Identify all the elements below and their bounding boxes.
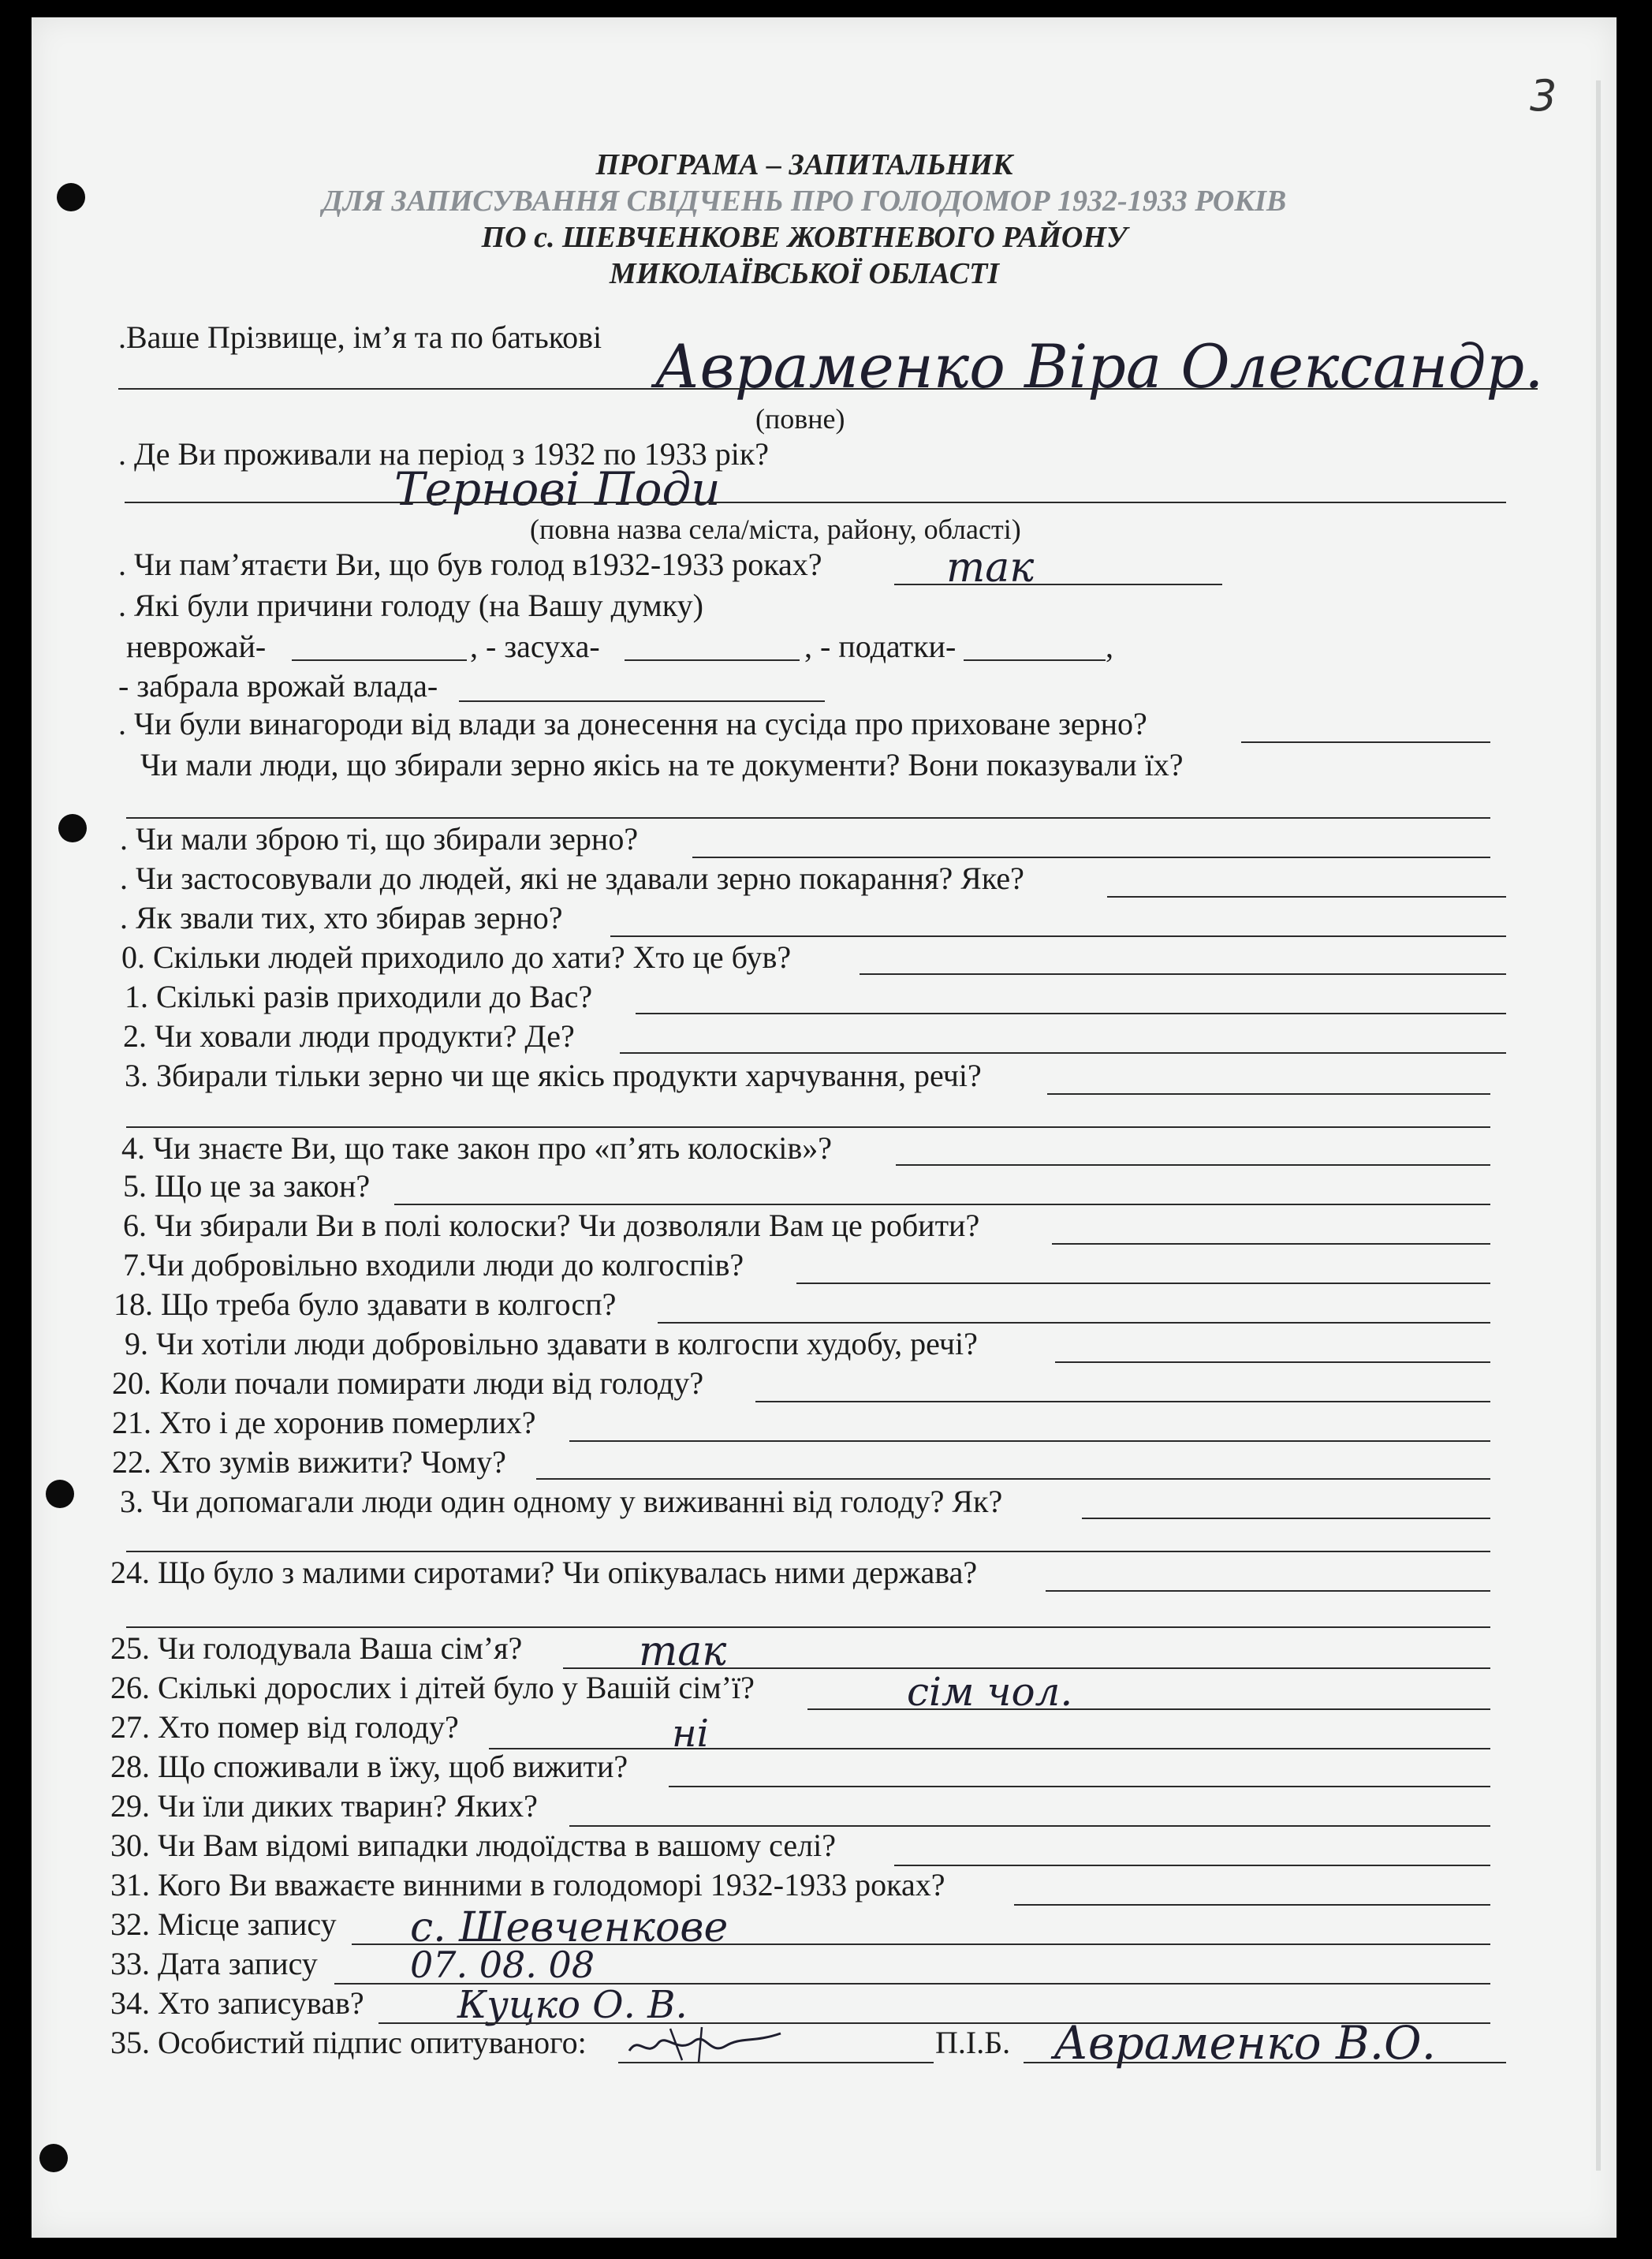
- answer-line-17: [796, 1283, 1490, 1284]
- option-authorities: - забрала врожай влада-: [118, 668, 438, 704]
- question-2: . Де Ви проживали на період з 1932 по 1933 рік?: [118, 436, 770, 472]
- page-edge: [1596, 80, 1601, 2171]
- answer-line-10: [860, 973, 1506, 975]
- answer-line-24b: [126, 1626, 1490, 1628]
- answer-line-18: [658, 1322, 1490, 1324]
- question-4: . Які були причини голоду (на Вашу думку): [118, 588, 703, 623]
- question-18: 18. Що треба було здавати в колгосп?: [114, 1286, 617, 1322]
- option-taxes-end: ,: [1106, 629, 1113, 664]
- hint-2: (повна назва села/міста, району, області): [530, 513, 1021, 545]
- question-34: 34. Хто записував?: [110, 1985, 364, 2021]
- answer-line-8: [1107, 896, 1506, 898]
- question-11: 1. Скількі разів приходили до Вас?: [125, 979, 593, 1014]
- answer-line-16: [1052, 1243, 1490, 1245]
- answer-line-9: [610, 935, 1506, 937]
- answer-line-4b: [625, 659, 800, 661]
- form-subtitle: ДЛЯ ЗАПИСУВАННЯ СВІДЧЕНЬ ПРО ГОЛОДОМОР 1932-1933 РОКІВ: [322, 185, 1287, 218]
- answer-line-11: [636, 1013, 1506, 1014]
- question-12: 2. Чи ховали люди продукти? Де?: [123, 1018, 575, 1054]
- question-14: 4. Чи знаєте Ви, що таке закон про «п’ять колосків»?: [121, 1130, 832, 1166]
- answer-line-22: [536, 1478, 1490, 1480]
- question-22: 22. Хто зумів вижити? Чому?: [112, 1444, 506, 1480]
- question-23: 3. Чи допомагали люди один одному у виживанні від голоду? Як?: [120, 1484, 1003, 1519]
- form-region: МИКОЛАЇВСЬКОЇ ОБЛАСТІ: [609, 257, 1000, 290]
- question-6: Чи мали люди, що збирали зерно якісь на те документи? Вони показували їх?: [140, 747, 1184, 782]
- question-32: 32. Місце запису: [110, 1906, 337, 1942]
- answer-line-23: [1082, 1518, 1490, 1519]
- question-13: 3. Збирали тільки зерно чи ще якісь продукти харчування, речі?: [125, 1058, 982, 1093]
- question-20: 20. Коли почали помирати люди від голоду?: [112, 1365, 704, 1401]
- question-26: 26. Скількі дорослих і дітей було у Вашій сім’ї?: [110, 1670, 755, 1705]
- answer-33: 07. 08. 08: [410, 1943, 595, 1986]
- question-25: 25. Чи голодувала Ваша сім’я?: [110, 1630, 523, 1666]
- question-35: 35. Особистий підпис опитуваного:: [110, 2025, 587, 2060]
- answer-32: с. Шевченкове: [410, 1904, 729, 1951]
- answer-line-13: [1047, 1093, 1490, 1095]
- answer-line-1: [118, 388, 1538, 390]
- answer-line-21: [569, 1440, 1490, 1442]
- answer-line-30: [894, 1865, 1490, 1866]
- question-7: . Чи мали зброю ті, що збирали зерно?: [120, 821, 639, 857]
- question-30: 30. Чи Вам відомі випадки людоїдства в вашому селі?: [110, 1828, 836, 1863]
- answer-line-5: [1241, 741, 1490, 743]
- question-1: .Ваше Прізвище, ім’я та по батькові: [118, 319, 602, 355]
- pib-line: [1024, 2062, 1506, 2063]
- form-title: ПРОГРАМА – ЗАПИТАЛЬНИК: [595, 148, 1013, 181]
- answer-line-19: [1055, 1361, 1490, 1363]
- signature-line: [618, 2062, 934, 2063]
- binder-hole: [39, 2144, 68, 2172]
- question-10: 0. Скільки людей приходило до хати? Хто це був?: [121, 939, 792, 975]
- binder-hole: [58, 814, 87, 842]
- binder-hole: [46, 1480, 74, 1508]
- answer-line-20: [755, 1401, 1490, 1402]
- option-taxes: , - податки-: [804, 629, 957, 664]
- question-9: . Як звали тих, хто збирав зерно?: [120, 900, 563, 935]
- option-crop-failure: неврожай-: [126, 629, 267, 664]
- hint-1: (повне): [755, 403, 845, 435]
- pib-answer: Авраменко В.О.: [1053, 2016, 1437, 2070]
- answer-3: так: [946, 544, 1035, 592]
- answer-line-24: [1046, 1590, 1490, 1592]
- question-28: 28. Що споживали в їжу, щоб вижити?: [110, 1749, 628, 1784]
- answer-line-15: [394, 1204, 1490, 1205]
- answer-line-4c: [964, 659, 1106, 661]
- answer-line-2: [125, 502, 1506, 503]
- question-3: . Чи пам’ятаєти Ви, що був голод в1932-1933 роках?: [118, 547, 822, 582]
- question-31: 31. Кого Ви вважаєте винними в голодоморі 1932-1933 роках?: [110, 1867, 945, 1902]
- answer-line-14: [896, 1164, 1490, 1166]
- question-8: . Чи застосовували до людей, які не здавали зерно покарання? Яке?: [120, 861, 1024, 896]
- answer-line-23b: [126, 1551, 1490, 1552]
- answer-line-4d: [459, 700, 825, 702]
- answer-line-13b: [126, 1126, 1490, 1128]
- question-21: 21. Хто і де хоронив померлих?: [112, 1405, 536, 1440]
- answer-line-6: [126, 817, 1490, 819]
- pib-label: П.І.Б.: [935, 2025, 1011, 2060]
- answer-2: Тернові Поди: [394, 462, 721, 516]
- answer-25: так: [639, 1628, 727, 1675]
- answer-line-12: [620, 1052, 1506, 1054]
- answer-27: ні: [672, 1712, 709, 1756]
- question-16: 6. Чи збирали Ви в полі колоски? Чи дозволяли Вам це робити?: [123, 1208, 980, 1243]
- answer-34: Куцко О. В.: [457, 1983, 688, 2027]
- question-33: 33. Дата запису: [110, 1946, 318, 1981]
- form-village: ПО с. ШЕВЧЕНКОВЕ ЖОВТНЕВОГО РАЙОНУ: [481, 221, 1128, 254]
- answer-1: Авраменко Віра Олександр.: [654, 331, 1544, 401]
- answer-line-26: [807, 1708, 1490, 1710]
- option-drought: , - засуха-: [470, 629, 600, 664]
- question-5: . Чи були винагороди від влади за донесення на сусіда про приховане зерно?: [118, 706, 1147, 741]
- answer-line-3: [894, 584, 1222, 585]
- question-17: 7.Чи добровільно входили люди до колгоспів?: [123, 1247, 744, 1283]
- page-number: 3: [1530, 71, 1557, 121]
- question-15: 5. Що це за закон?: [123, 1168, 371, 1204]
- answer-line-28: [669, 1786, 1490, 1787]
- question-29: 29. Чи їли диких тварин? Яких?: [110, 1788, 538, 1824]
- answer-line-7: [692, 857, 1490, 858]
- answer-line-31: [1014, 1904, 1490, 1906]
- question-19: 9. Чи хотіли люди добровільно здавати в колгоспи худобу, речі?: [125, 1326, 978, 1361]
- answer-line-27: [489, 1748, 1490, 1749]
- signature: [623, 2019, 789, 2067]
- answer-line-4a: [292, 659, 467, 661]
- binder-hole: [57, 183, 85, 211]
- question-27: 27. Хто помер від голоду?: [110, 1709, 459, 1745]
- answer-26: сім чол.: [907, 1669, 1073, 1715]
- question-24: 24. Що було з малими сиротами? Чи опікувалась ними держава?: [110, 1555, 978, 1590]
